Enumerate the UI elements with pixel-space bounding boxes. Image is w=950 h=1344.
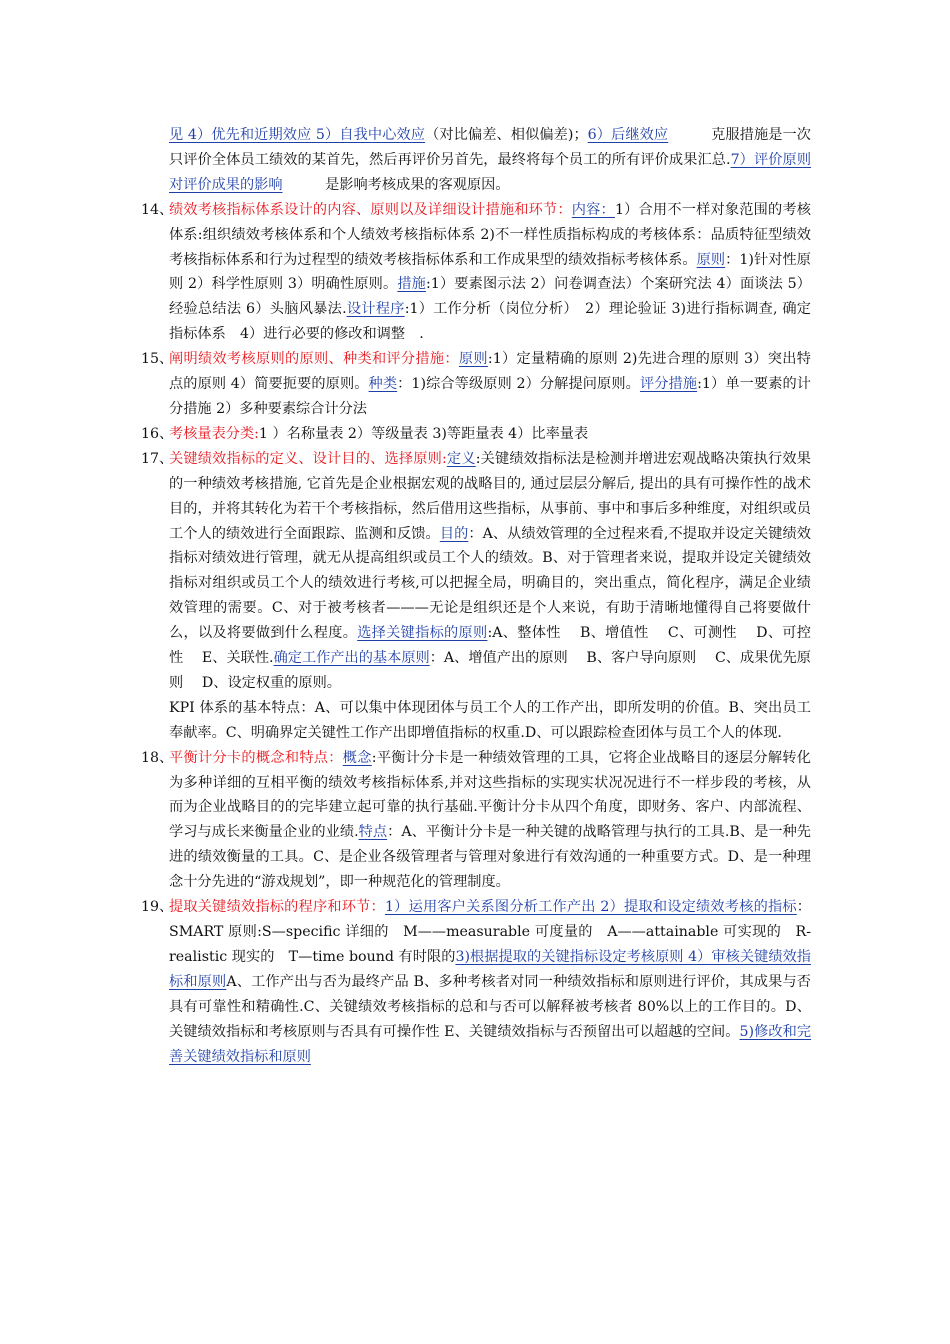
- item-number: 16、: [141, 425, 174, 442]
- intro-link-successor: 6）后继效应: [587, 127, 669, 143]
- item-number: 15、: [141, 351, 174, 368]
- section-text: ：1)针对性原则 2）科学性原则 3）明确性原则。: [169, 251, 811, 293]
- section-label: 5)修改和完善关键绩效指标和原则: [169, 1023, 812, 1065]
- section-text: :1）工作分析（岗位分析） 2）理论验证 3)进行指标调查, 确定指标体系 4）进行必要的修改和调整 .: [169, 301, 811, 343]
- section-label: 原则: [696, 251, 726, 268]
- intro-text: 是影响考核成果的客观原因。: [282, 176, 510, 193]
- section-text: :关键绩效指标法是检测并增进宏观战略决策执行效果的一种绩效考核措施, 它首先是企业根据宏观的战略目的, 通过层层分解后, 提出的具有可操作性的战术目的，并将其转化为若干个考核指标，然后借用这些指标，从事前、事中和事后多种维度，对组织或员工个人的绩效进行全面跟踪、监测和反馈。: [169, 450, 811, 542]
- section-label: 原则: [458, 351, 488, 368]
- section-label: 评分措施: [639, 376, 698, 393]
- item-heading: 关键绩效指标的定义、设计目的、选择原则:: [169, 450, 447, 467]
- section-label: 目的: [439, 525, 469, 542]
- section-text: ：A、平衡计分卡是一种关键的战略管理与执行的工具.B、是一种先进的绩效衡量的工具。C、是企业各级管理者与管理对象进行有效沟通的一种重要方式。D、是一种理念十分先进的“游戏规划”，即一种规范化的管理制度。: [169, 824, 811, 891]
- section-text: ：SMART 原则:S—specific 详细的 M——measurable 可度量的 A——attainable 可实现的 R-realistic 现实的 T—time bound 有时限的: [169, 899, 811, 965]
- item-heading: 提取关键绩效指标的程序和环节：: [169, 899, 385, 916]
- section-label: 3)根据提取的关键指标设定考核原则 4）审核关键绩效指标和原则: [169, 948, 811, 990]
- section-text: :1）单一要素的计分措施 2）多种要素综合计分法: [169, 376, 811, 417]
- item-heading: 考核量表分类:: [169, 425, 259, 442]
- section-label: 定义: [446, 450, 476, 467]
- document-body: [141, 123, 811, 1069]
- section-label: 确定工作产出的基本原则: [273, 650, 430, 667]
- section-label: 概念: [342, 749, 372, 766]
- intro-text: 克服措施是一次只评价全体员工绩效的某首先，然后再评价另首先，最终将每个员工的所有评价成果汇总.: [169, 127, 811, 168]
- section-label: 种类: [368, 376, 398, 393]
- item-number: 17、: [141, 450, 174, 467]
- section-text: 1 ）名称量表 2）等级量表 3)等距量表 4）比率量表: [258, 425, 589, 442]
- section-text: :A、整体性 B、增值性 C、可测性 D、可控性 E、关联性.: [169, 625, 811, 667]
- section-text: A、工作产出与否为最终产品 B、多种考核者对同一种绩效指标和原则进行评价，其成果与否具有可靠性和精确性.C、关键绩效考核指标的总和与否可以解释被考核者 80%以上的工作目的。D、关键绩效指标和考核原则与否具有可操作性 E、关键绩效指标与否预留出可以超越的空间。: [169, 973, 811, 1040]
- list-item-17: [141, 447, 811, 696]
- item-number: 18、: [141, 749, 174, 766]
- list-item-14: [141, 198, 811, 347]
- section-text: ：1)综合等级原则 2）分解提问原则。: [397, 376, 640, 393]
- item-number: 14、: [141, 201, 174, 218]
- list-item-15: [141, 347, 811, 422]
- list-item-16: [141, 422, 811, 447]
- section-label: 选择关键指标的原则: [357, 625, 488, 642]
- intro-text: （对比偏差、相似偏差)；: [425, 127, 588, 143]
- section-text: 1）合用不一样对象范围的考核体系:组织绩效考核体系和个人绩效考核指标体系 2)不一样性质指标构成的考核体系：品质特征型绩效考核指标体系和行为过程型的绩效考核指标体系和工作成果型的绩效指标考核体系。: [169, 201, 811, 268]
- item-number: 19、: [141, 899, 174, 916]
- list-item-19: [141, 895, 811, 1069]
- section-text: :1）定量精确的原则 2)先进合理的原则 3）突出特点的原则 4）简要扼要的原则。: [169, 351, 811, 393]
- section-text: ：A、增值产出的原则 B、客户导向原则 C、成果优先原则 D、设定权重的原则。: [169, 650, 811, 691]
- item-heading: 绩效考核指标体系设计的内容、原则以及详细设计措施和环节：: [169, 201, 572, 218]
- section-label: 1）运用客户关系图分析工作产出 2）提取和设定绩效考核的指标: [384, 899, 797, 916]
- section-text: :1）要素图示法 2）问卷调查法）个案研究法 4）面谈法 5）经验总结法 6）头脑风暴法.: [169, 276, 811, 318]
- intro-paragraph: [141, 123, 811, 198]
- section-label: 内容：: [571, 201, 615, 218]
- section-label: 设计程序: [346, 301, 405, 318]
- section-text: :平衡计分卡是一种绩效管理的工具，它将企业战略目的逐层分解转化为多种详细的互相平衡的绩效考核指标体系,并对这些指标的实现实状况况进行不一样步段的考核，从而为企业战略目的的完毕建立起可靠的执行基础.平衡计分卡从四个角度，即财务、客户、内部流程、学习与成长来衡量企业的业绩.: [169, 749, 811, 841]
- list-item-18: [141, 746, 811, 895]
- intro-link-effects: 见 4）优先和近期效应 5）自我中心效应: [169, 127, 426, 143]
- intro-link-principle-influence: 7）评价原则对评价成果的影响: [169, 151, 812, 193]
- section-label: 措施: [397, 276, 427, 293]
- item-heading: 阐明绩效考核原则的原则、种类和评分措施：: [169, 351, 459, 368]
- section-label: 特点: [358, 824, 388, 841]
- item-heading: 平衡计分卡的概念和特点：: [169, 749, 343, 766]
- section-text: ：A、从绩效管理的全过程来看,不提取并设定关键绩效指标对绩效进行管理，就无从提高组织或员工个人的绩效。B、对于管理者来说，提取并设定关键绩效指标对组织或员工个人的绩效进行考核,可以把握全局，明确目的，突出重点，简化程序，满足企业绩效管理的需要。C、对于被考核者———无论是组织还是个人来说，有助于清晰地懂得自己将要做什么，以及将要做到什么程度。: [169, 525, 811, 642]
- kpi-paragraph: KPI 体系的基本特点：A、可以集中体现团体与员工个人的工作产出，即所发明的价值。B、突出员工奉献率。C、明确界定关键性工作产出即增值指标的权重.D、可以跟踪检查团体与员工个人的体现.: [169, 699, 811, 741]
